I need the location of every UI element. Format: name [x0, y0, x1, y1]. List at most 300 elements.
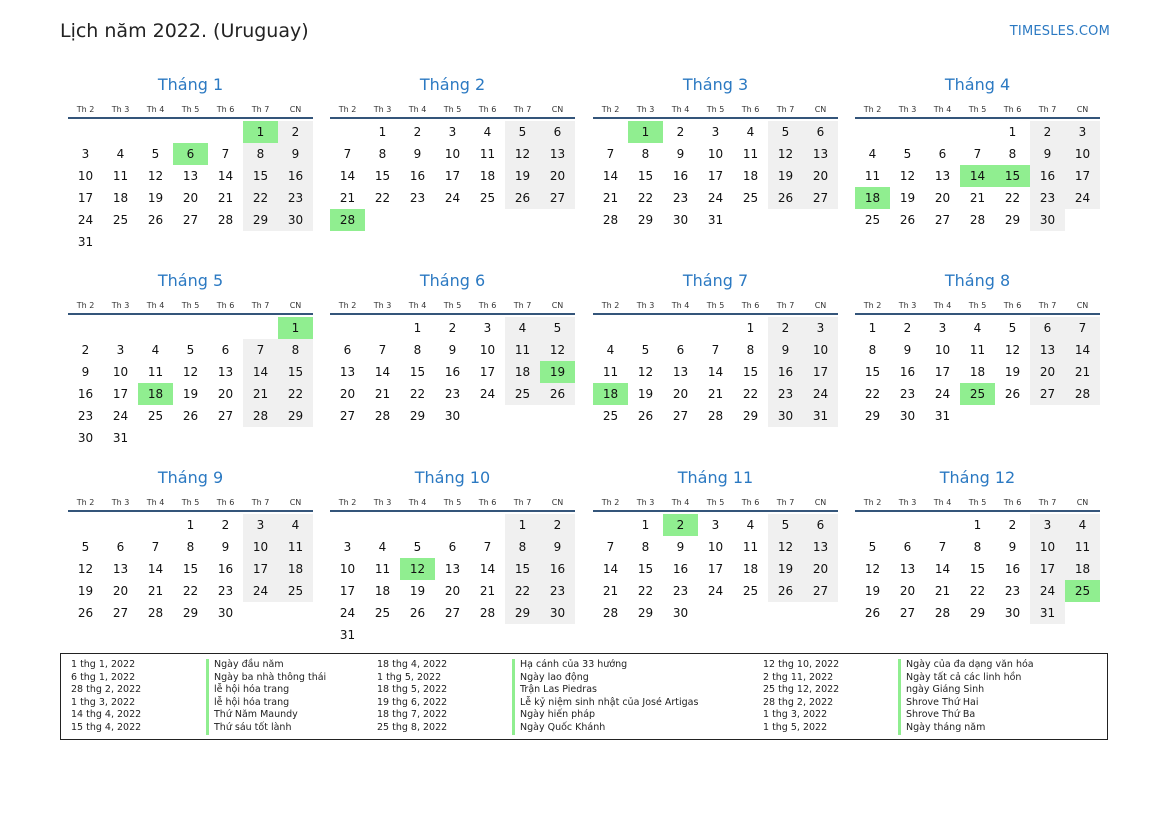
- month-title: Tháng 1: [157, 75, 224, 94]
- day-cell: 13: [339, 365, 356, 379]
- day-cell: 30: [278, 209, 313, 231]
- weekday-header: [855, 294, 1100, 315]
- day-cell: 2: [676, 125, 685, 139]
- holiday-day-cell: 18: [138, 383, 173, 405]
- day-cell: 21: [969, 191, 986, 205]
- weekday-header: [593, 294, 838, 315]
- legend-row: [763, 697, 1034, 710]
- day-cell: 23: [540, 580, 575, 602]
- weekday-label: Th 2: [76, 498, 95, 507]
- day-cell: 25: [374, 606, 391, 620]
- day-cell: 24: [339, 606, 356, 620]
- weekday-label: Th 5: [706, 498, 725, 507]
- weekday-label: Th 4: [671, 301, 690, 310]
- day-cell: 16: [540, 558, 575, 580]
- weekday-header: [855, 491, 1100, 512]
- holiday-day-cell: 6: [173, 143, 208, 165]
- day-cell: 11: [278, 536, 313, 558]
- day-cell: 4: [505, 317, 540, 339]
- legend-row: [763, 722, 1034, 735]
- day-cell: 3: [1065, 121, 1100, 143]
- weekday-label: Th 2: [76, 301, 95, 310]
- weekday-label: Th 5: [443, 105, 462, 114]
- day-cell: 22: [969, 584, 986, 598]
- day-cell: 21: [147, 584, 164, 598]
- day-cell: 3: [938, 321, 947, 335]
- day-cell: 6: [803, 514, 838, 536]
- month-title: Tháng 9: [157, 468, 224, 487]
- day-cell: 25: [147, 409, 164, 423]
- holiday-date: 25 thg 12, 2022: [763, 684, 840, 696]
- day-cell: 23: [1030, 187, 1065, 209]
- day-cell: 15: [182, 562, 199, 576]
- month-block: [330, 465, 575, 646]
- weekday-label: Th 2: [863, 105, 882, 114]
- weekday-label: Th 5: [968, 301, 987, 310]
- day-cell: 16: [444, 365, 461, 379]
- day-cell: 10: [77, 169, 94, 183]
- weekday-label: Th 7: [251, 105, 270, 114]
- day-cell: 15: [742, 365, 759, 379]
- month-title: Tháng 11: [677, 468, 754, 487]
- empty-day-cell: [68, 121, 103, 143]
- holiday-day-cell: 12: [400, 558, 435, 580]
- day-cell: 19: [1004, 365, 1021, 379]
- day-cell: 27: [540, 187, 575, 209]
- day-cell: 3: [711, 125, 720, 139]
- day-cell: 1: [1008, 125, 1017, 139]
- weekday-header: [68, 294, 313, 315]
- weekday-label: CN: [551, 301, 564, 310]
- day-cell: 25: [112, 213, 129, 227]
- day-cell: 16: [899, 365, 916, 379]
- day-cell: 14: [217, 169, 234, 183]
- holiday-name: Trận Las Piedras: [512, 684, 597, 697]
- day-cell: 28: [243, 405, 278, 427]
- legend-column: [763, 659, 1034, 735]
- day-cell: 11: [1065, 536, 1100, 558]
- weekday-label: Th 3: [373, 105, 392, 114]
- day-cell: 4: [483, 125, 492, 139]
- day-cell: 25: [602, 409, 619, 423]
- weekday-label: Th 6: [1003, 498, 1022, 507]
- day-cell: 16: [768, 361, 803, 383]
- legend-row: [763, 659, 1034, 672]
- day-cell: 24: [444, 191, 461, 205]
- holiday-name: Shrove Thứ Hai: [898, 697, 979, 710]
- weekday-label: Th 7: [513, 498, 532, 507]
- weekday-label: Th 4: [146, 105, 165, 114]
- weekday-label: CN: [289, 301, 302, 310]
- weekday-header: [330, 491, 575, 512]
- day-cell: 12: [637, 365, 654, 379]
- day-cell: 9: [676, 147, 685, 161]
- holiday-date: 1 thg 3, 2022: [71, 696, 136, 708]
- day-cell: 30: [672, 213, 689, 227]
- weekday-label: Th 5: [706, 301, 725, 310]
- month-block: [593, 465, 838, 624]
- weekday-label: Th 6: [741, 105, 760, 114]
- day-cell: 26: [505, 187, 540, 209]
- day-cell: 7: [378, 343, 387, 357]
- day-cell: 27: [672, 409, 689, 423]
- day-cell: 17: [77, 191, 94, 205]
- empty-day-cell: [208, 121, 243, 143]
- legend-row: [71, 697, 326, 710]
- day-cell: 24: [707, 191, 724, 205]
- day-cell: 15: [505, 558, 540, 580]
- weekday-label: CN: [814, 105, 827, 114]
- weekday-label: Th 3: [636, 105, 655, 114]
- day-cell: 11: [602, 365, 619, 379]
- holiday-day-cell: 25: [1065, 580, 1100, 602]
- legend-column: [71, 659, 326, 735]
- day-cell: 23: [409, 191, 426, 205]
- day-cell: 18: [1065, 558, 1100, 580]
- day-cell: 8: [1008, 147, 1017, 161]
- day-cell: 29: [505, 602, 540, 624]
- day-cell: 26: [77, 606, 94, 620]
- day-cell: 21: [339, 191, 356, 205]
- day-cell: 6: [116, 540, 125, 554]
- day-cell: 11: [864, 169, 881, 183]
- day-cell: 9: [448, 343, 457, 357]
- legend-column: [377, 659, 698, 735]
- day-cell: 20: [444, 584, 461, 598]
- day-cell: 20: [899, 584, 916, 598]
- day-cell: 11: [505, 339, 540, 361]
- day-cell: 24: [112, 409, 129, 423]
- day-cell: 30: [768, 405, 803, 427]
- day-cell: 3: [483, 321, 492, 335]
- month-block: [330, 72, 575, 231]
- empty-day-cell: [243, 317, 278, 339]
- day-cell: 1: [378, 125, 387, 139]
- day-cell: 7: [938, 540, 947, 554]
- day-cell: 11: [112, 169, 129, 183]
- day-cell: 1: [868, 321, 877, 335]
- holiday-name: Ngày của đa dạng văn hóa: [898, 659, 1034, 672]
- weekday-label: CN: [551, 498, 564, 507]
- day-cell: 22: [278, 383, 313, 405]
- day-cell: 18: [742, 562, 759, 576]
- holiday-day-cell: 2: [663, 514, 698, 536]
- day-cell: 1: [505, 514, 540, 536]
- day-cell: 12: [77, 562, 94, 576]
- day-cell: 5: [1008, 321, 1017, 335]
- day-cell: 5: [903, 147, 912, 161]
- weekday-label: Th 2: [601, 301, 620, 310]
- month-block: [855, 72, 1100, 231]
- weekday-label: Th 2: [338, 105, 357, 114]
- day-cell: 29: [742, 409, 759, 423]
- day-cell: 12: [182, 365, 199, 379]
- day-cell: 22: [1004, 191, 1021, 205]
- empty-day-cell: [628, 317, 663, 339]
- day-cell: 18: [969, 365, 986, 379]
- holiday-day-cell: 19: [540, 361, 575, 383]
- month-title: Tháng 5: [157, 271, 224, 290]
- day-cell: 24: [707, 584, 724, 598]
- day-cell: 31: [934, 409, 951, 423]
- day-cell: 25: [278, 580, 313, 602]
- day-cell: 22: [637, 584, 654, 598]
- day-cell: 1: [186, 518, 195, 532]
- day-cell: 25: [742, 191, 759, 205]
- day-cell: 9: [1030, 143, 1065, 165]
- day-cell: 18: [278, 558, 313, 580]
- holiday-date: 15 thg 4, 2022: [71, 721, 142, 733]
- weekday-header: [330, 294, 575, 315]
- day-cell: 8: [868, 343, 877, 357]
- weekday-header: [855, 98, 1100, 119]
- day-cell: 29: [243, 209, 278, 231]
- weekday-label: Th 5: [968, 498, 987, 507]
- day-cell: 13: [803, 536, 838, 558]
- month-block: [855, 465, 1100, 624]
- day-cell: 9: [221, 540, 230, 554]
- day-cell: 23: [1004, 584, 1021, 598]
- day-cell: 27: [934, 213, 951, 227]
- day-cell: 8: [505, 536, 540, 558]
- day-cell: 10: [1030, 536, 1065, 558]
- day-cell: 2: [1030, 121, 1065, 143]
- weekday-label: Th 7: [513, 301, 532, 310]
- empty-day-cell: [138, 514, 173, 536]
- empty-day-cell: [173, 121, 208, 143]
- day-cell: 17: [934, 365, 951, 379]
- weekday-label: Th 6: [216, 105, 235, 114]
- day-cell: 16: [77, 387, 94, 401]
- weekday-label: Th 6: [216, 498, 235, 507]
- day-cell: 31: [112, 431, 129, 445]
- empty-day-cell: [593, 514, 628, 536]
- empty-day-cell: [68, 514, 103, 536]
- empty-day-cell: [173, 317, 208, 339]
- day-cell: 10: [1065, 143, 1100, 165]
- day-cell: 29: [182, 606, 199, 620]
- weekday-label: Th 4: [408, 105, 427, 114]
- weekday-label: CN: [289, 498, 302, 507]
- holiday-name: Thứ Năm Maundy: [206, 709, 298, 722]
- weekday-label: Th 4: [146, 301, 165, 310]
- weekday-label: Th 4: [146, 498, 165, 507]
- day-cell: 19: [409, 584, 426, 598]
- legend-row: [377, 697, 698, 710]
- day-cell: 2: [448, 321, 457, 335]
- day-cell: 20: [934, 191, 951, 205]
- day-cell: 14: [1065, 339, 1100, 361]
- holiday-day-cell: 1: [278, 317, 313, 339]
- day-cell: 22: [409, 387, 426, 401]
- day-cell: 13: [803, 143, 838, 165]
- day-cell: 28: [602, 213, 619, 227]
- day-cell: 30: [217, 606, 234, 620]
- legend-row: [71, 672, 326, 685]
- day-cell: 2: [278, 121, 313, 143]
- day-grid: [68, 121, 313, 253]
- day-cell: 10: [339, 562, 356, 576]
- month-title: Tháng 8: [944, 271, 1011, 290]
- day-cell: 5: [768, 121, 803, 143]
- weekday-label: Th 4: [933, 105, 952, 114]
- weekday-label: Th 2: [601, 105, 620, 114]
- day-cell: 11: [479, 147, 496, 161]
- holiday-day-cell: 14: [960, 165, 995, 187]
- weekday-label: Th 3: [111, 301, 130, 310]
- day-cell: 14: [339, 169, 356, 183]
- day-cell: 30: [1004, 606, 1021, 620]
- month-title: Tháng 6: [419, 271, 486, 290]
- day-cell: 18: [112, 191, 129, 205]
- day-cell: 4: [868, 147, 877, 161]
- day-cell: 4: [116, 147, 125, 161]
- day-cell: 9: [413, 147, 422, 161]
- day-cell: 14: [602, 562, 619, 576]
- day-cell: 15: [243, 165, 278, 187]
- day-cell: 7: [243, 339, 278, 361]
- day-cell: 26: [147, 213, 164, 227]
- day-cell: 12: [864, 562, 881, 576]
- day-cell: 17: [803, 361, 838, 383]
- day-grid: [855, 317, 1100, 427]
- weekday-label: Th 5: [443, 301, 462, 310]
- holiday-name: Lễ kỷ niệm sinh nhật của José Artigas: [512, 697, 698, 710]
- day-cell: 31: [707, 213, 724, 227]
- day-cell: 8: [641, 540, 650, 554]
- day-cell: 30: [77, 431, 94, 445]
- day-cell: 17: [1065, 165, 1100, 187]
- day-cell: 23: [672, 584, 689, 598]
- day-cell: 4: [606, 343, 615, 357]
- weekday-label: Th 4: [933, 301, 952, 310]
- day-cell: 31: [803, 405, 838, 427]
- empty-day-cell: [890, 121, 925, 143]
- empty-day-cell: [855, 514, 890, 536]
- day-cell: 10: [934, 343, 951, 357]
- legend-row: [377, 722, 698, 735]
- holiday-day-cell: 15: [995, 165, 1030, 187]
- weekday-label: Th 7: [776, 498, 795, 507]
- day-cell: 30: [672, 606, 689, 620]
- day-cell: 13: [1030, 339, 1065, 361]
- holiday-date: 18 thg 4, 2022: [377, 659, 448, 670]
- day-cell: 17: [339, 584, 356, 598]
- weekday-label: Th 7: [1038, 105, 1057, 114]
- day-cell: 1: [641, 518, 650, 532]
- holiday-name: lễ hội hóa trang: [206, 684, 289, 697]
- day-cell: 9: [676, 540, 685, 554]
- holiday-date: 1 thg 3, 2022: [763, 709, 828, 721]
- day-cell: 22: [243, 187, 278, 209]
- day-cell: 5: [540, 317, 575, 339]
- day-cell: 21: [707, 387, 724, 401]
- day-cell: 8: [243, 143, 278, 165]
- day-cell: 27: [217, 409, 234, 423]
- day-grid: [855, 514, 1100, 624]
- legend-row: [71, 659, 326, 672]
- day-cell: 18: [505, 361, 540, 383]
- holiday-date: 6 thg 1, 2022: [71, 671, 136, 683]
- day-cell: 14: [707, 365, 724, 379]
- empty-day-cell: [855, 121, 890, 143]
- day-cell: 19: [637, 387, 654, 401]
- weekday-label: Th 6: [478, 498, 497, 507]
- day-cell: 16: [1004, 562, 1021, 576]
- day-cell: 22: [637, 191, 654, 205]
- holiday-name: Ngày tất cả các linh hồn: [898, 672, 1021, 685]
- day-cell: 21: [934, 584, 951, 598]
- holiday-date: 19 thg 6, 2022: [377, 696, 448, 708]
- day-grid: [330, 317, 575, 427]
- holiday-date: 14 thg 4, 2022: [71, 709, 142, 721]
- weekday-label: Th 5: [181, 105, 200, 114]
- day-cell: 2: [903, 321, 912, 335]
- day-cell: 30: [444, 409, 461, 423]
- day-cell: 5: [81, 540, 90, 554]
- day-cell: 21: [374, 387, 391, 401]
- weekday-label: Th 2: [863, 498, 882, 507]
- empty-day-cell: [470, 514, 505, 536]
- day-cell: 22: [864, 387, 881, 401]
- day-cell: 2: [1008, 518, 1017, 532]
- day-cell: 6: [676, 343, 685, 357]
- day-cell: 15: [637, 562, 654, 576]
- day-cell: 31: [77, 235, 94, 249]
- day-cell: 12: [768, 536, 803, 558]
- holiday-date: 12 thg 10, 2022: [763, 659, 840, 670]
- day-cell: 15: [278, 361, 313, 383]
- weekday-label: Th 2: [601, 498, 620, 507]
- month-title: Tháng 12: [939, 468, 1016, 487]
- day-cell: 27: [444, 606, 461, 620]
- day-cell: 3: [448, 125, 457, 139]
- day-cell: 13: [112, 562, 129, 576]
- empty-day-cell: [68, 317, 103, 339]
- day-cell: 6: [343, 343, 352, 357]
- day-cell: 13: [934, 169, 951, 183]
- day-cell: 10: [707, 147, 724, 161]
- day-cell: 3: [343, 540, 352, 554]
- day-cell: 2: [221, 518, 230, 532]
- day-cell: 13: [540, 143, 575, 165]
- weekday-label: Th 3: [898, 105, 917, 114]
- empty-day-cell: [103, 514, 138, 536]
- day-cell: 18: [479, 169, 496, 183]
- day-cell: 13: [672, 365, 689, 379]
- holiday-name: Thứ sáu tốt lành: [206, 722, 291, 735]
- day-cell: 10: [112, 365, 129, 379]
- day-cell: 20: [672, 387, 689, 401]
- holiday-day-cell: 18: [593, 383, 628, 405]
- day-cell: 18: [742, 169, 759, 183]
- day-cell: 19: [864, 584, 881, 598]
- site-link[interactable]: TIMESLES.COM: [1009, 24, 1110, 39]
- holiday-name: Ngày ba nhà thông thái: [206, 672, 326, 685]
- day-cell: 3: [243, 514, 278, 536]
- weekday-header: [68, 491, 313, 512]
- day-grid: [330, 514, 575, 646]
- day-cell: 3: [803, 317, 838, 339]
- day-cell: 21: [602, 191, 619, 205]
- holiday-name: lễ hội hóa trang: [206, 697, 289, 710]
- day-cell: 17: [707, 169, 724, 183]
- day-cell: 9: [1008, 540, 1017, 554]
- day-cell: 14: [374, 365, 391, 379]
- weekday-header: [593, 98, 838, 119]
- empty-day-cell: [208, 317, 243, 339]
- day-cell: 1: [973, 518, 982, 532]
